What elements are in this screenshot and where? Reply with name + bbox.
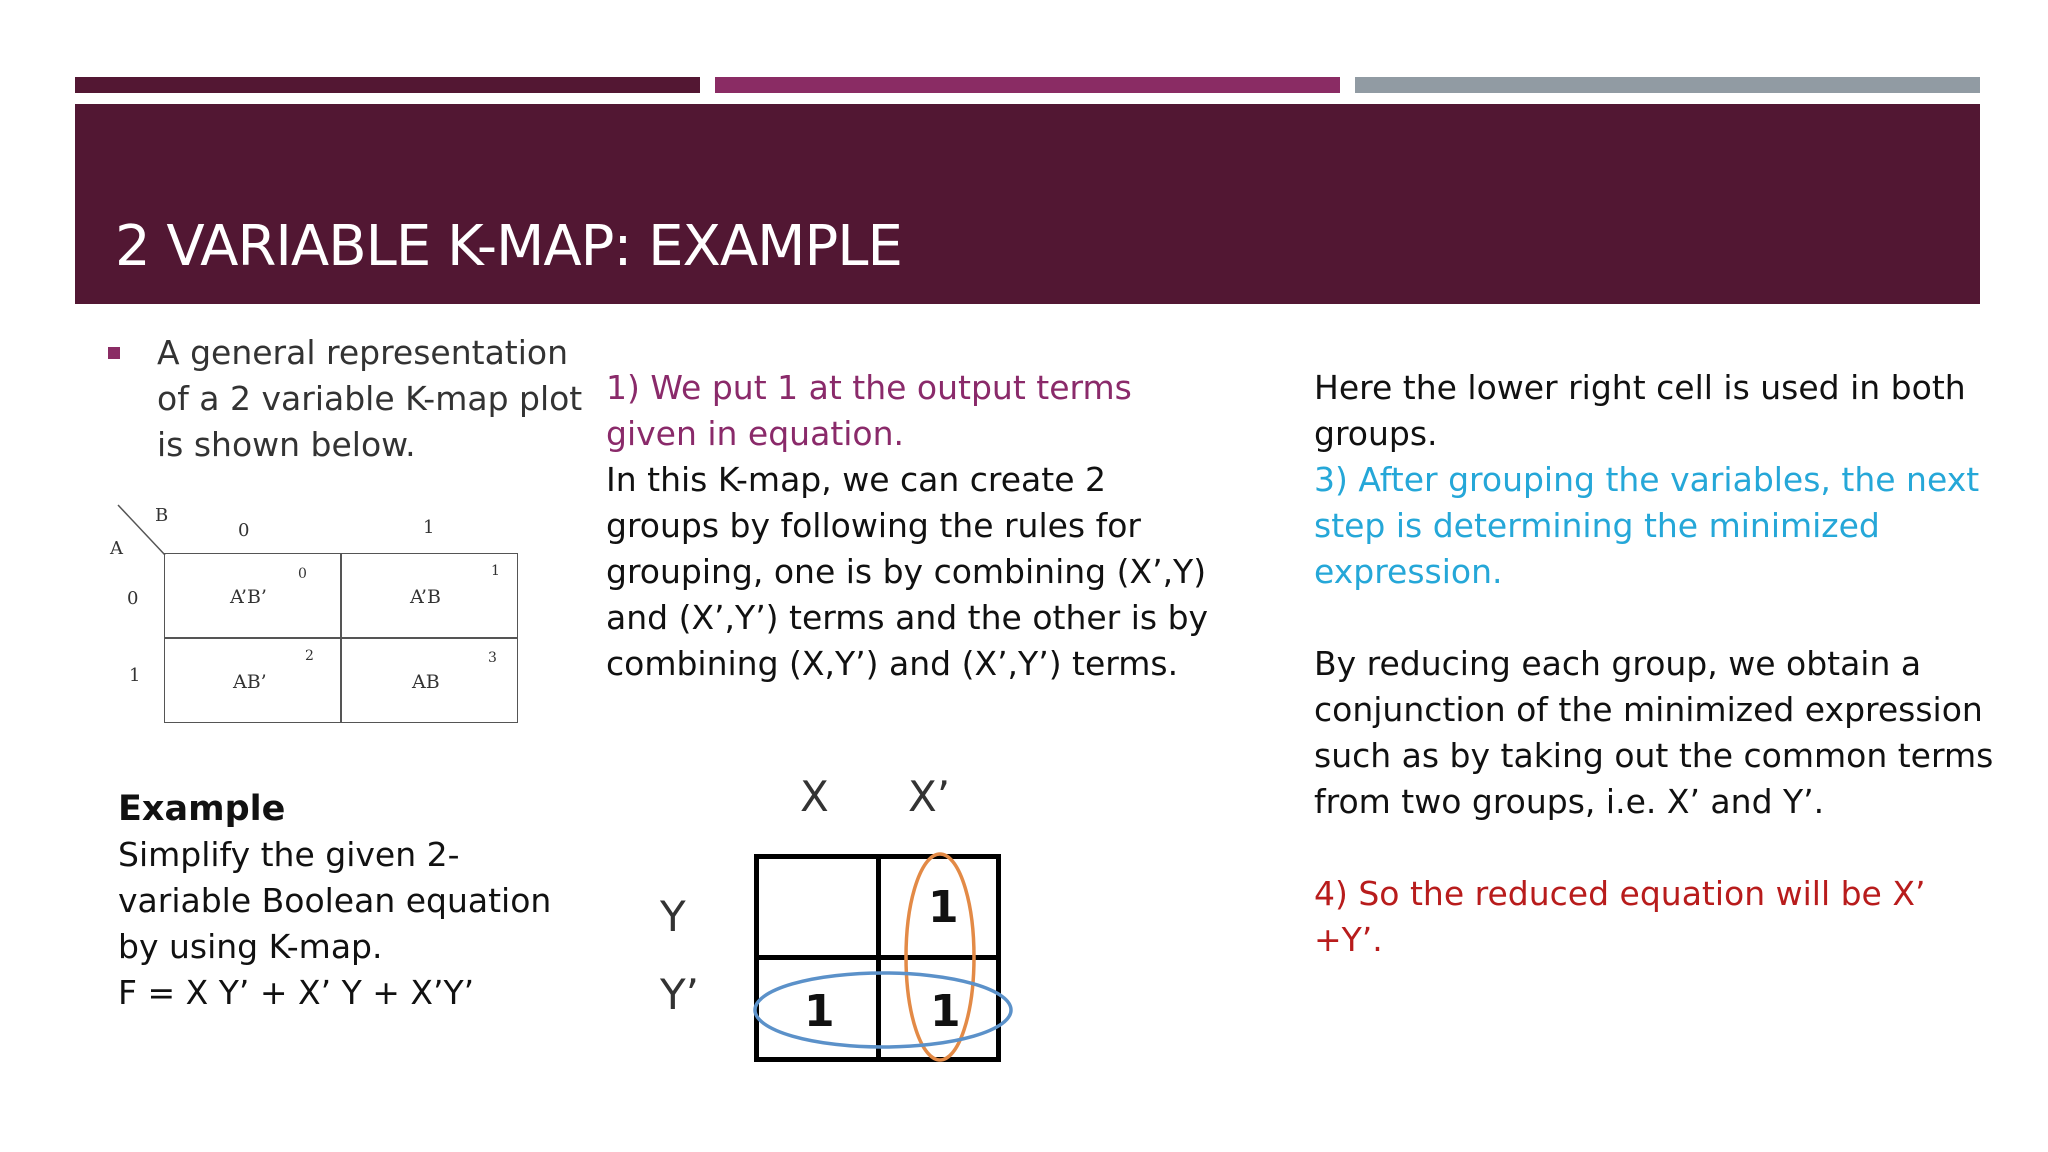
- kmap-col-header: X: [800, 772, 829, 821]
- kmap-term: A’B: [410, 586, 441, 608]
- kmap-cell-value: 1: [928, 882, 959, 933]
- kmap-group-loops: [640, 770, 1080, 1070]
- kmap-var-a: A: [110, 538, 123, 559]
- kmap-term: AB’: [233, 671, 267, 693]
- kmap-index: 2: [305, 648, 314, 664]
- kmap-term: A’B’: [230, 586, 267, 608]
- kmap-row-header: Y’: [660, 970, 700, 1019]
- example-body: [118, 832, 578, 1016]
- example-kmap: [640, 770, 1080, 1070]
- slide-title: 2 VARIABLE K-MAP: EXAMPLE: [115, 214, 902, 279]
- kmap-cell-value: 1: [804, 986, 835, 1037]
- header-bar-gray: [1355, 77, 1980, 93]
- kmap-col-header: X’: [908, 772, 951, 821]
- title-band: [75, 104, 1980, 304]
- kmap-term: AB: [412, 671, 440, 693]
- step-three-text: 3) After grouping the variables, the next step is determining the minimized expression.: [1314, 460, 1980, 591]
- horizontal-group-loop: [755, 973, 1011, 1047]
- general-kmap: [105, 500, 525, 730]
- example-instruction: Simplify the given 2-variable Boolean equation by using K-map.: [118, 835, 552, 966]
- kmap-index: 1: [491, 563, 500, 579]
- kmap-row-header: 0: [127, 588, 139, 609]
- kmap-cell-value: 1: [930, 986, 961, 1037]
- header-bar-dark: [75, 77, 700, 93]
- kmap-index: 3: [488, 650, 497, 666]
- grouping-explanation: In this K-map, we can create 2 groups by following the rules for grouping, one is by combining (X’,Y) and (X’,Y’) terms and the other is by combining (X,Y’) and (X’,Y’) terms.: [606, 460, 1209, 683]
- step-one-text: 1) We put 1 at the output terms given in equation.: [606, 368, 1132, 453]
- vertical-group-loop: [906, 854, 974, 1060]
- column-two: [606, 365, 1226, 687]
- column-three: [1314, 365, 2004, 963]
- example-heading: Example: [118, 789, 286, 829]
- kmap-col-header: 0: [238, 520, 250, 541]
- kmap-row-header: 1: [129, 665, 141, 686]
- kmap-row-header: Y: [660, 892, 686, 941]
- intro-text: A general representation of a 2 variable K-map plot is shown below.: [157, 333, 583, 464]
- example-equation: F = X Y’ + X’ Y + X’Y’: [118, 973, 475, 1012]
- kmap-var-b: B: [155, 505, 169, 526]
- kmap-index: 0: [298, 566, 307, 582]
- reduction-explanation: By reducing each group, we obtain a conjunction of the minimized expression such as by taking out the common terms from two groups, i.e. X’ and Y’.: [1314, 644, 1994, 821]
- shared-cell-note: Here the lower right cell is used in both groups.: [1314, 368, 1966, 453]
- step-four-text: 4) So the reduced equation will be X’ +Y’.: [1314, 874, 1926, 959]
- header-bar-magenta: [715, 77, 1340, 93]
- bullet-square-icon: [108, 347, 120, 359]
- kmap-col-header: 1: [423, 517, 435, 538]
